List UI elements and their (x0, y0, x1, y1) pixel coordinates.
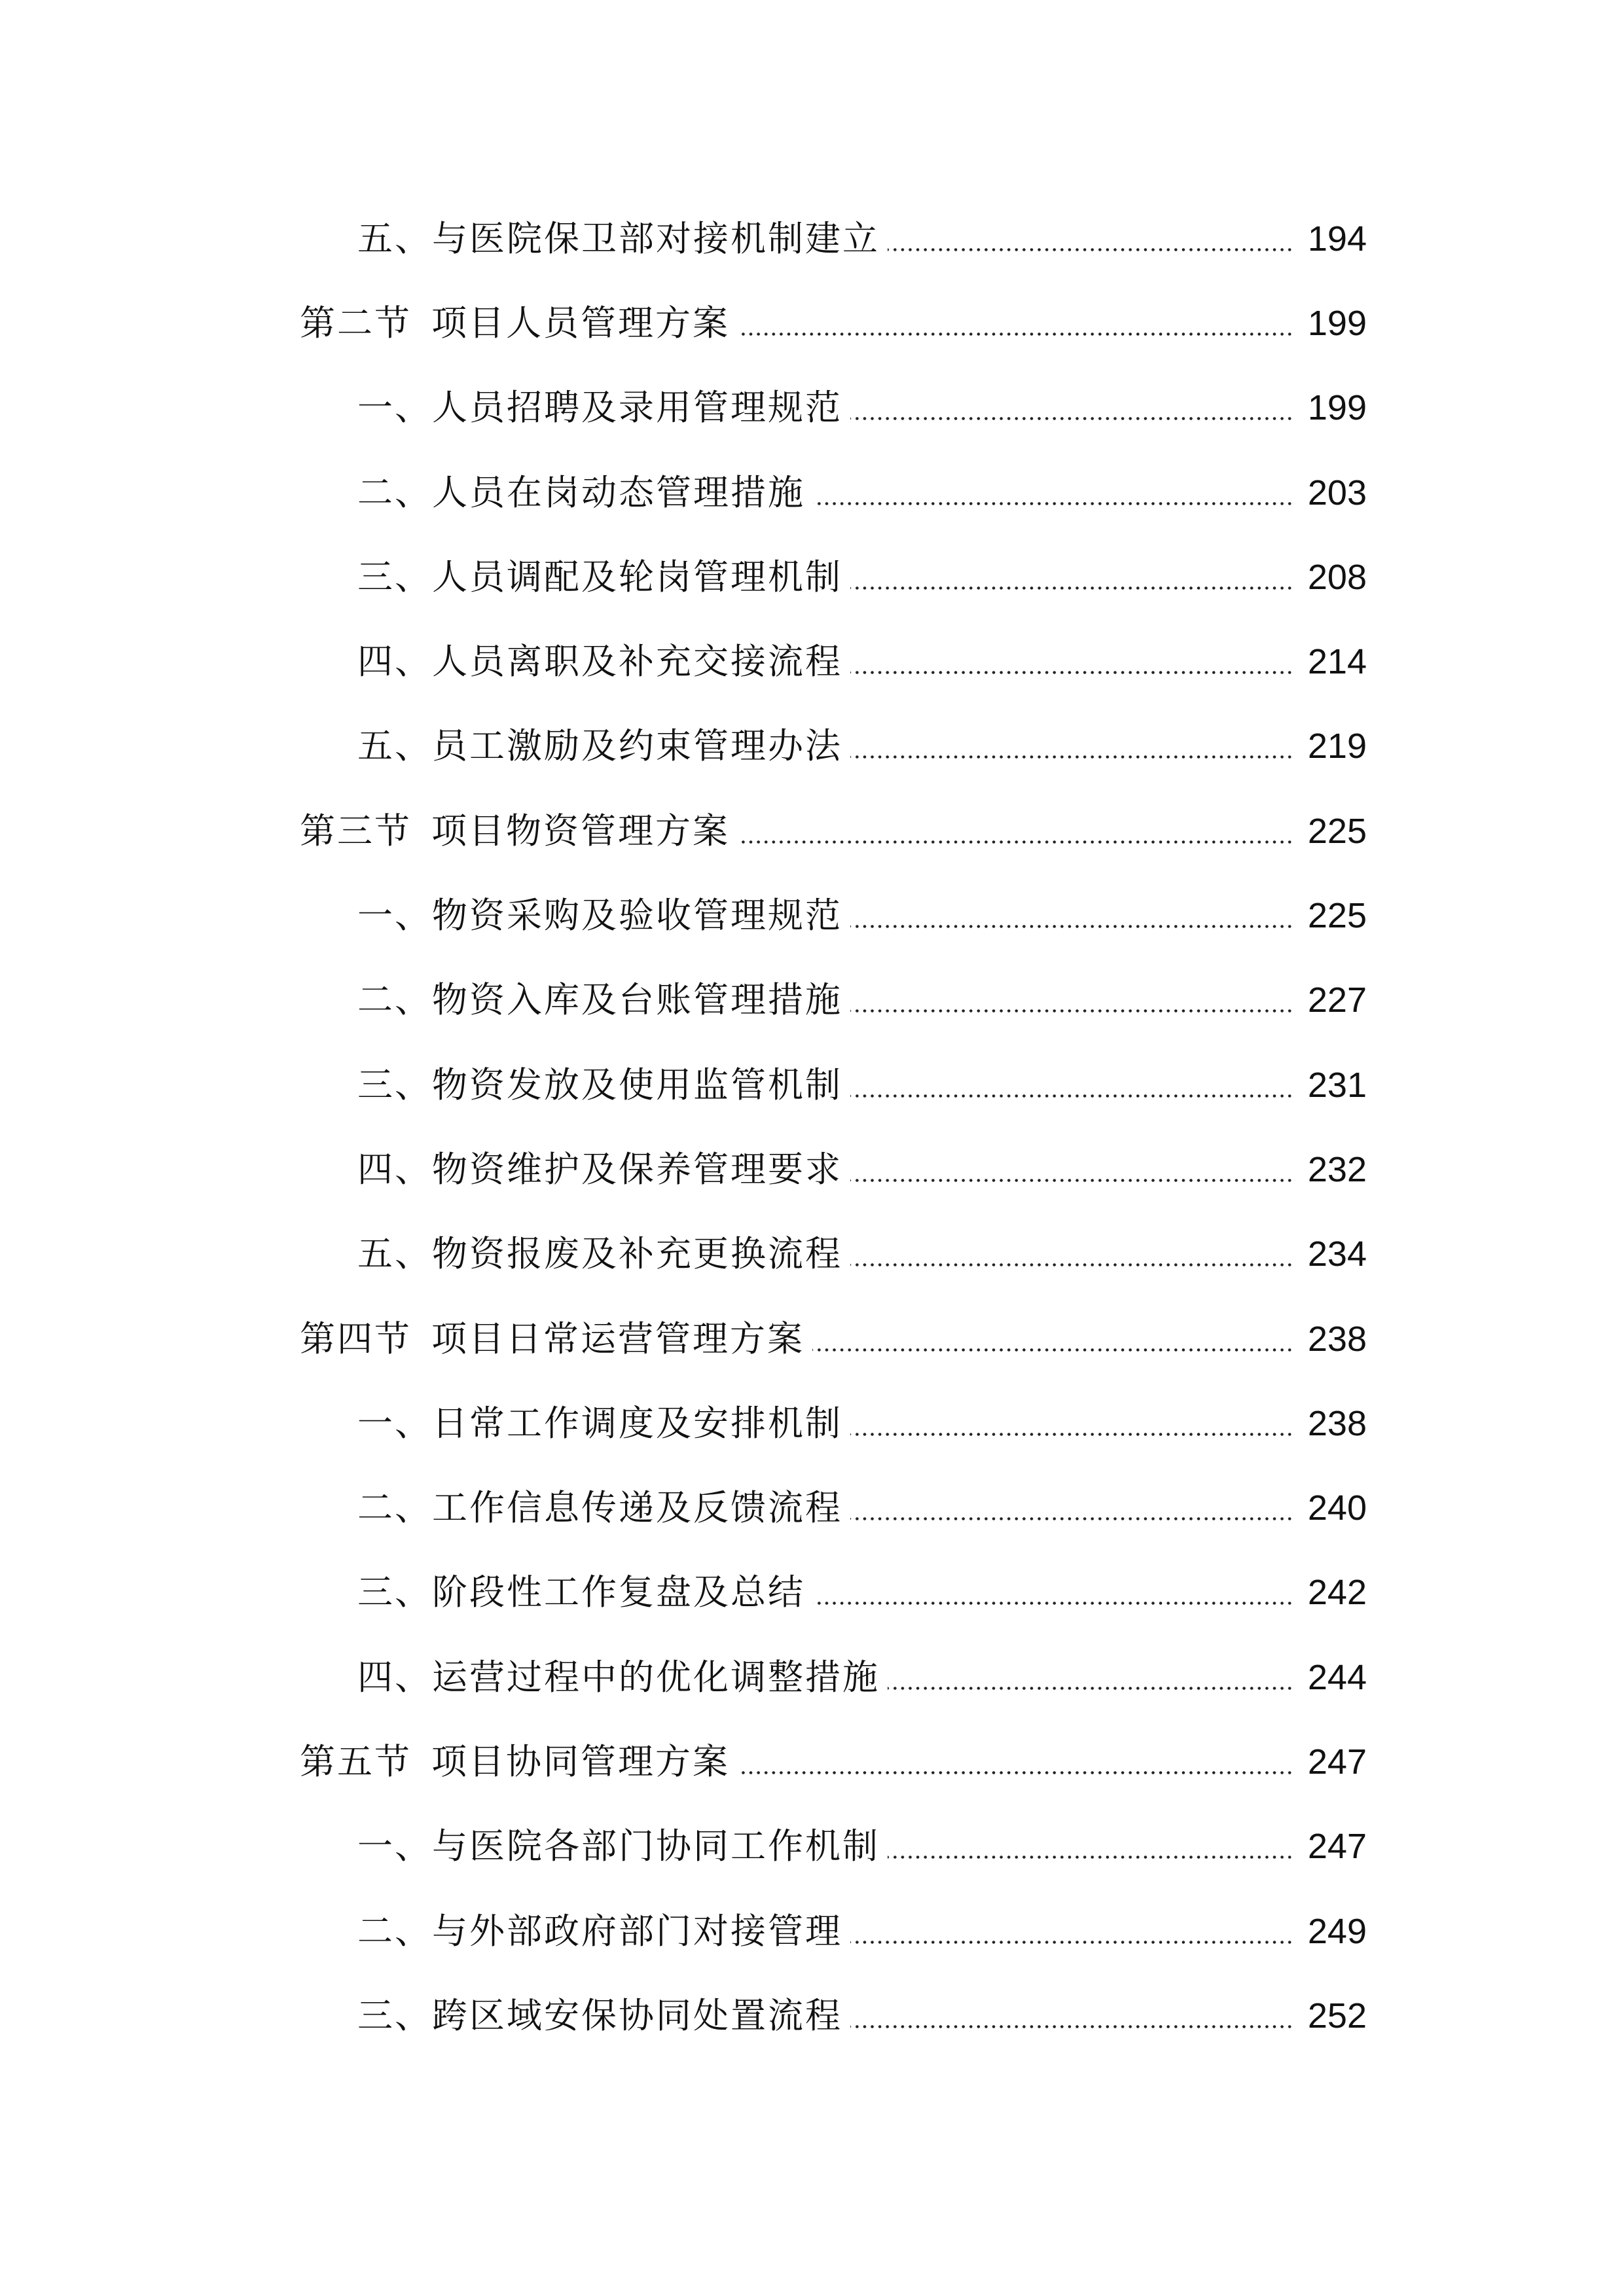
toc-entry[interactable] (0, 873, 1624, 958)
toc-entry[interactable] (0, 535, 1624, 619)
dot-leader (850, 982, 1293, 1018)
toc-page-number: 240 (1307, 1488, 1367, 1528)
toc-entry-title: 五、与医院保卫部对接机制建立 (357, 217, 880, 259)
toc-entry[interactable] (0, 1804, 1624, 1889)
toc-section-name: 项目物资管理方案 (431, 810, 730, 852)
dot-leader (738, 306, 1293, 341)
dot-leader (738, 1744, 1293, 1780)
toc-page-number: 225 (1307, 811, 1367, 851)
toc-entry[interactable] (0, 1889, 1624, 1973)
toc-entry[interactable] (0, 619, 1624, 704)
dot-leader (812, 1321, 1293, 1357)
toc-page-number: 219 (1307, 726, 1367, 766)
toc-section-title (300, 810, 730, 852)
dot-leader (850, 1998, 1293, 2034)
toc-entry[interactable] (0, 1973, 1624, 2058)
toc-page-number: 225 (1307, 896, 1367, 936)
dot-leader (850, 644, 1293, 679)
toc-entry-title: 五、员工激励及约束管理办法 (357, 725, 842, 767)
toc-section-name: 项目人员管理方案 (431, 302, 730, 344)
toc-page-number: 199 (1307, 303, 1367, 343)
toc-page-number: 232 (1307, 1149, 1367, 1189)
toc-entry-title: 二、与外部政府部门对接管理 (357, 1910, 842, 1952)
toc-section-title (300, 1318, 804, 1359)
toc-entry-title: 三、人员调配及轮岗管理机制 (357, 556, 842, 598)
toc-page-number: 249 (1307, 1911, 1367, 1951)
toc-section-title (300, 302, 730, 344)
dot-leader (850, 1914, 1293, 1949)
toc-page-number: 244 (1307, 1657, 1367, 1697)
toc-entry[interactable] (0, 704, 1624, 789)
dot-leader (813, 1575, 1293, 1610)
toc-entry[interactable] (0, 196, 1624, 281)
toc-section-number: 第二节 (300, 302, 412, 344)
toc-page-number: 234 (1307, 1234, 1367, 1274)
toc-section-number: 第四节 (300, 1318, 412, 1359)
toc-entry-title: 二、物资入库及台账管理措施 (357, 979, 842, 1021)
toc-entry-title: 一、与医院各部门协同工作机制 (357, 1825, 880, 1867)
toc-page-number: 247 (1307, 1742, 1367, 1782)
dot-leader (850, 1067, 1293, 1103)
toc-page-number: 227 (1307, 980, 1367, 1020)
toc-entry-title: 二、人员在岗动态管理措施 (357, 471, 805, 513)
toc-entry-title: 四、物资维护及保养管理要求 (357, 1148, 842, 1190)
toc-entry[interactable] (0, 1212, 1624, 1297)
toc-entry-title: 四、运营过程中的优化调整措施 (357, 1656, 880, 1698)
toc-section-number: 第三节 (300, 810, 412, 852)
toc-page-number: 214 (1307, 642, 1367, 682)
toc-entry[interactable] (0, 958, 1624, 1043)
dot-leader (813, 475, 1293, 511)
toc-page-number: 203 (1307, 473, 1367, 512)
toc-entry[interactable] (0, 1381, 1624, 1465)
toc-section-entry[interactable] (0, 789, 1624, 873)
toc-entry[interactable] (0, 1127, 1624, 1211)
toc-page-number: 194 (1307, 219, 1367, 259)
toc-entry-title: 一、物资采购及验收管理规范 (357, 895, 842, 937)
toc-page-number: 238 (1307, 1319, 1367, 1359)
dot-leader (850, 390, 1293, 425)
toc-entry-title: 三、跨区域安保协同处置流程 (357, 1994, 842, 2036)
toc-entry[interactable] (0, 450, 1624, 535)
dot-leader (850, 728, 1293, 764)
toc-page-number: 231 (1307, 1065, 1367, 1105)
toc-section-number: 第五节 (300, 1740, 412, 1782)
toc-section-name: 项目日常运营管理方案 (431, 1318, 804, 1359)
toc-page-number: 252 (1307, 1996, 1367, 2036)
toc-section-entry[interactable] (0, 1719, 1624, 1804)
dot-leader (850, 898, 1293, 933)
toc-entry-title: 四、人员离职及补充交接流程 (357, 641, 842, 683)
toc-page-number: 247 (1307, 1827, 1367, 1867)
dot-leader (850, 1490, 1293, 1526)
dot-leader (888, 1829, 1293, 1864)
toc-entry-title: 一、人员招聘及录用管理规范 (357, 387, 842, 429)
toc-entry-title: 三、物资发放及使用监管机制 (357, 1064, 842, 1105)
dot-leader (850, 1152, 1293, 1187)
toc-entry-title: 三、阶段性工作复盘及总结 (357, 1571, 805, 1613)
toc-page-number: 242 (1307, 1573, 1367, 1613)
toc-page-number: 238 (1307, 1403, 1367, 1443)
dot-leader (888, 1660, 1293, 1695)
toc-page-number: 208 (1307, 557, 1367, 597)
toc-entry-title: 五、物资报废及补充更换流程 (357, 1233, 842, 1275)
toc-entry[interactable] (0, 1635, 1624, 1719)
toc-entry[interactable] (0, 1465, 1624, 1550)
toc-entry[interactable] (0, 1043, 1624, 1127)
toc-section-entry[interactable] (0, 1297, 1624, 1381)
dot-leader (850, 560, 1293, 595)
toc-entry[interactable] (0, 366, 1624, 450)
toc-entry[interactable] (0, 1551, 1624, 1635)
dot-leader (850, 1406, 1293, 1441)
toc-entry-title: 一、日常工作调度及安排机制 (357, 1402, 842, 1444)
toc-entry-title: 二、工作信息传递及反馈流程 (357, 1487, 842, 1529)
toc-section-entry[interactable] (0, 281, 1624, 365)
toc-section-title (300, 1740, 730, 1782)
dot-leader (738, 814, 1293, 849)
table-of-contents (0, 196, 1624, 2058)
toc-page-number: 199 (1307, 388, 1367, 428)
dot-leader (888, 221, 1293, 257)
toc-section-name: 项目协同管理方案 (431, 1740, 730, 1782)
dot-leader (850, 1236, 1293, 1272)
